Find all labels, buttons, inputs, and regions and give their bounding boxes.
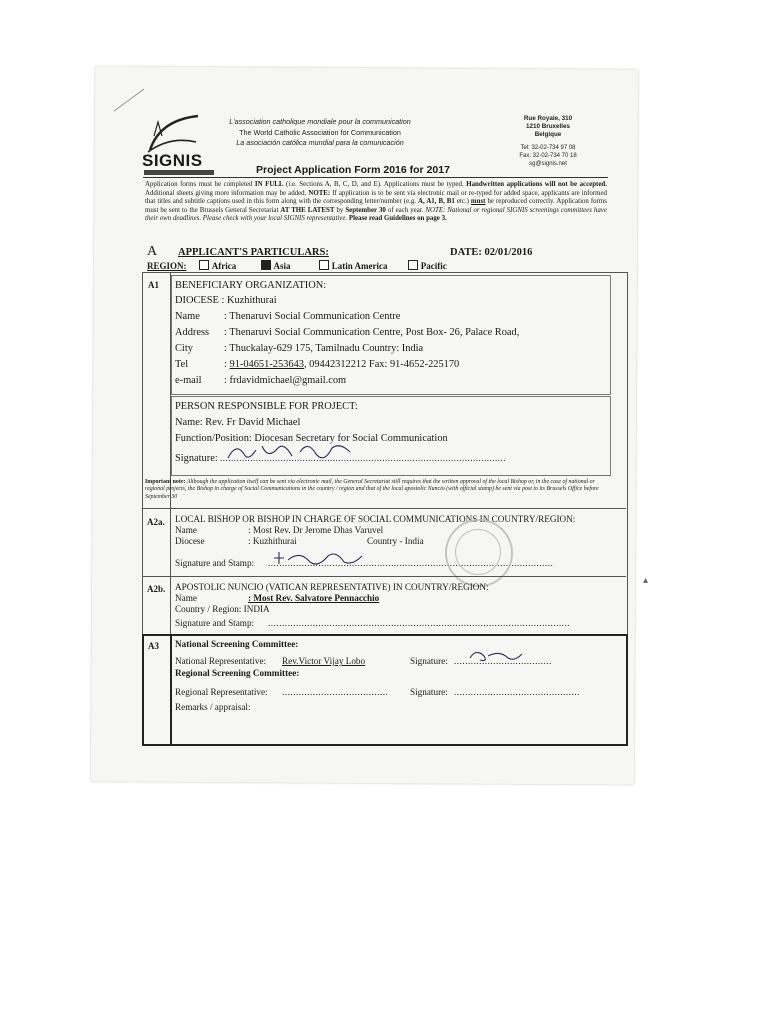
national-signature-icon <box>466 646 526 666</box>
remarks-label: Remarks / appraisal: <box>175 702 251 712</box>
a1-tel-label: Tel <box>175 359 189 370</box>
a2a-name-value: : Most Rev. Dr Jerome Dhas Varuvel <box>248 525 384 535</box>
person-function: Function/Position: Diocesan Secretary for Social Communication <box>175 433 448 444</box>
checkbox-checked-icon[interactable] <box>261 260 271 270</box>
address-street: Rue Royale, 310 <box>523 115 573 122</box>
a1-email-label: e-mail <box>175 375 202 386</box>
a3-divider <box>170 634 172 744</box>
a1-tel-value: : 91-04651-253643, 09442312212 Fax: 91-4652-225170 <box>224 359 460 370</box>
contact-email: sg@signis.net <box>529 161 567 167</box>
page-mark-icon <box>110 85 150 115</box>
a1-code: A1 <box>148 280 159 290</box>
a1-name-label: Name <box>175 311 200 322</box>
a1-diocese: DIOCESE : Kuzhithurai <box>175 295 277 306</box>
region-row <box>147 260 447 271</box>
a2b-name-label: Name <box>175 593 197 603</box>
region-option-africa[interactable]: Africa <box>199 261 237 271</box>
a1-email-value: : frdavidmichael@gmail.com <box>224 375 347 386</box>
a2b-country: Country / Region: INDIA <box>175 604 270 614</box>
logo-underbar <box>144 170 214 175</box>
a2a-heading: LOCAL BISHOP OR BISHOP IN CHARGE OF SOCIAL COMMUNICATIONS IN COUNTRY/REGION: <box>175 514 576 524</box>
a2b-name-value: : Most Rev. Salvatore Pennacchio <box>248 593 380 603</box>
header-rule <box>143 177 608 178</box>
logo-text: SIGNIS <box>142 151 203 170</box>
address-city: 1210 Bruxelles <box>525 123 571 130</box>
a2a-name-label: Name <box>175 525 197 535</box>
org-name-en: The World Catholic Association for Communication <box>239 127 401 137</box>
region-option-latin-america[interactable]: Latin America <box>319 261 388 271</box>
national-signature-label: Signature: <box>410 656 448 666</box>
checkbox-icon[interactable] <box>199 260 209 270</box>
person-signature-label: Signature: <box>175 453 218 464</box>
checkbox-icon[interactable] <box>408 260 418 270</box>
form-title: Project Application Form 2016 for 2017 <box>256 164 450 176</box>
contact-tel: Tel: 32-02-734 97 08 <box>520 145 576 151</box>
a2b-code: A2b. <box>147 584 166 594</box>
person-signature-line: ........................................................................................................ <box>220 453 506 463</box>
a1-heading: BENEFICIARY ORGANIZATION: <box>175 280 327 291</box>
contact-fax: Fax: 32-02-734 70 18 <box>519 153 577 159</box>
a1-city-label: City <box>175 343 193 354</box>
a2a-code: A2a. <box>147 517 165 527</box>
regional-heading: Regional Screening Committee: <box>175 668 300 678</box>
a2b-stamp-label: Signature and Stamp: <box>175 618 255 628</box>
important-note: Important note: Although the application itself can be sent via electronic mail, the General Secretariat still requires that the written approval of the local Bishop or, in the case of national or regional projects, the Bishop in charge of Social Communications in the country / region and that of the local apostolic Nuncio (with official stamp) be sent via post to its Brussels Office before September 30 <box>145 479 599 500</box>
a2b-stamp-line: ............................................................................................................ <box>268 618 571 628</box>
a2a-rule <box>142 508 626 509</box>
region-option-asia[interactable]: Asia <box>261 261 291 271</box>
section-title: APPLICANT'S PARTICULARS: <box>178 247 329 258</box>
application-date: DATE: 02/01/2016 <box>450 247 533 258</box>
a2b-heading: APOSTOLIC NUNCIO (VATICAN REPRESENTATIVE) IN COUNTRY/REGION: <box>175 582 489 592</box>
a1-city-value: : Thuckalay-629 175, Tamilnadu Country: India <box>224 343 424 354</box>
bishop-signature-icon <box>270 548 370 570</box>
a2a-stamp-label: Signature and Stamp: <box>175 558 255 568</box>
national-rep-label: National Representative: <box>175 656 267 666</box>
a1-address-label: Address <box>175 327 210 338</box>
checkbox-icon[interactable] <box>319 260 329 270</box>
section-letter: A <box>147 244 158 259</box>
a2a-country: Country - India <box>367 536 424 546</box>
regional-signature-line: ............................................. <box>454 687 580 697</box>
regional-rep-label: Regional Representative: <box>175 687 268 697</box>
national-rep-value: Rev.Victor Vijay Lobo <box>282 656 366 666</box>
national-signature-line: ................................... <box>454 656 552 666</box>
intro-paragraph: Application forms must be completed IN FULL (i.e. Sections A, B, C, D, and E). Applications must be typed. Handwritten applications will not be accepted. Additional sheets giving more information may be added. NOTE: If application is to be sent via electronic mail or re-typed for added space, applicants are informed that titles and subtitle captions used in this form along with the corresponding letter/number (e.g. A, A1, B, B1 etc.) must be reproduced correctly. Application forms must be sent to the Brussels General Secretariat AT THE LATEST by September 30 of each year. NOTE: National or regional SIGNIS screenings committees have their own deadlines. Please check with your local SIGNIS representative. Please read Guidelines on page 3. <box>145 181 607 223</box>
contact-block <box>488 115 608 168</box>
a1-address-value: : Thenaruvi Social Communication Centre, Post Box- 26, Palace Road, <box>224 327 520 338</box>
org-name-es: La asociación católica mundial para la comunicación <box>236 138 404 147</box>
a3-code: A3 <box>148 641 159 651</box>
address-country: Belgique <box>534 131 562 138</box>
a2b-rule <box>142 576 626 577</box>
a1-name-value: : Thenaruvi Social Communication Centre <box>224 311 401 322</box>
region-option-pacific[interactable]: Pacific <box>408 261 447 271</box>
organization-names <box>160 117 480 149</box>
regional-signature-label: Signature: <box>410 687 448 697</box>
a2a-stamp-line: ...................................................................................................... <box>268 558 554 568</box>
handwritten-signature-icon <box>222 438 362 468</box>
regional-rep-line: ...................................... <box>282 687 389 697</box>
official-stamp-inner-icon <box>455 529 501 575</box>
person-heading: PERSON RESPONSIBLE FOR PROJECT: <box>175 401 358 412</box>
person-name: Name: Rev. Fr David Michael <box>175 417 301 428</box>
national-heading: National Screening Committee: <box>175 639 299 649</box>
margin-mark-icon: ▴ <box>643 575 649 586</box>
a2a-diocese-value: : Kuzhithurai <box>248 536 297 546</box>
region-label: REGION: <box>147 261 187 271</box>
a2a-diocese-label: Diocese <box>175 536 205 546</box>
org-name-fr: L'association catholique mondiale pour la communication <box>229 117 411 126</box>
